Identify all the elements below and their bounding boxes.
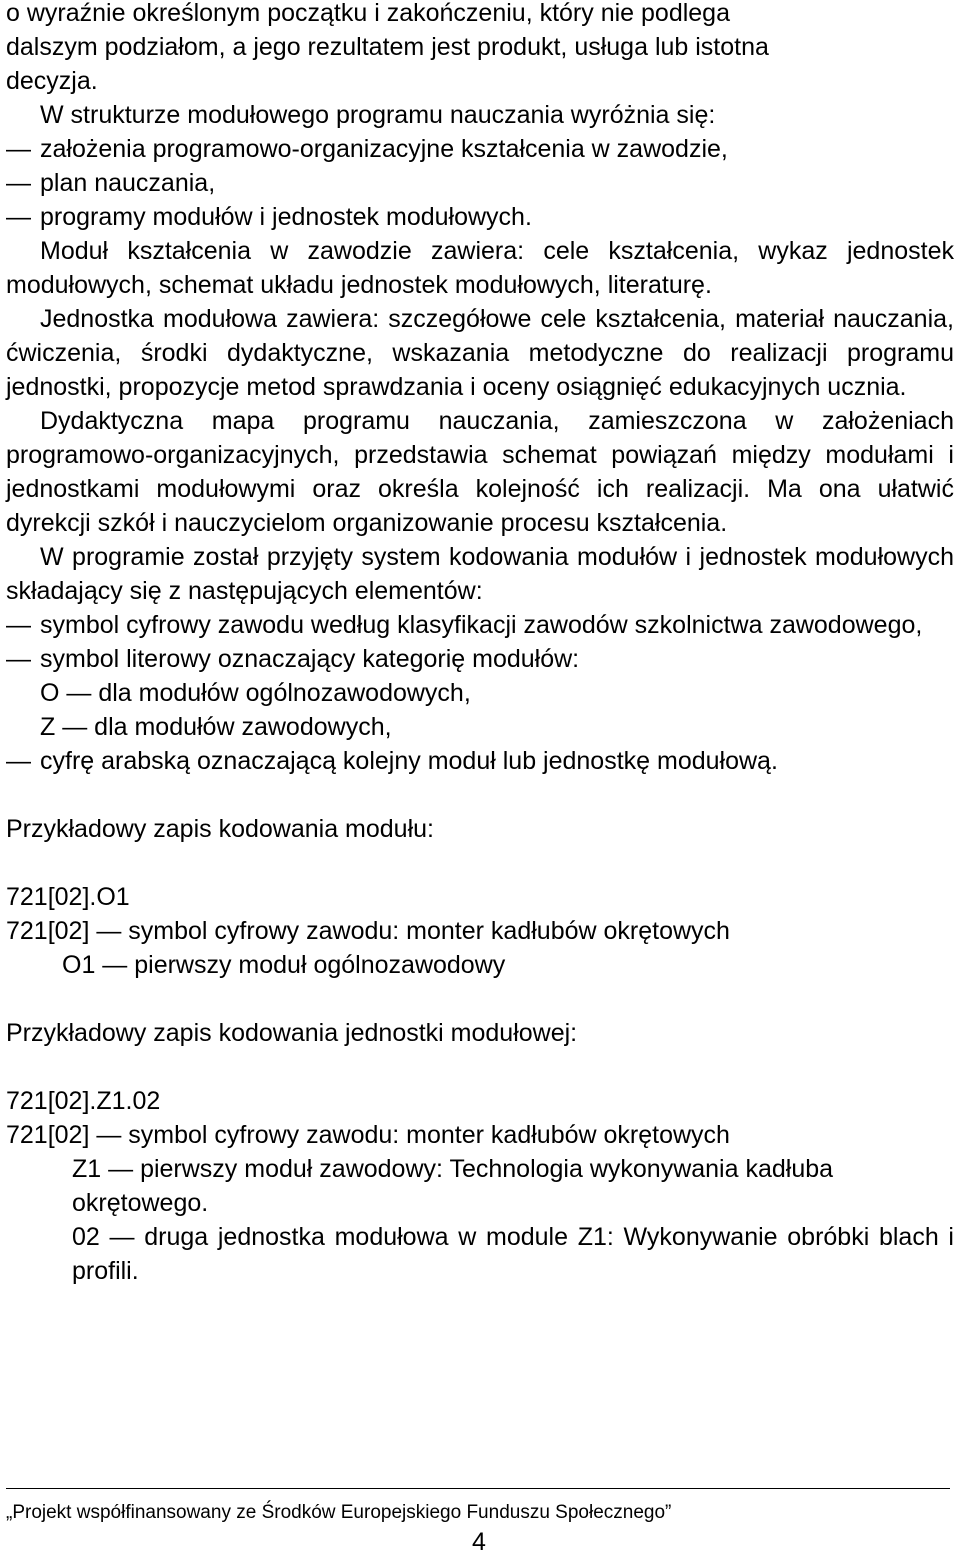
list-item-text: symbol literowy oznaczający kategorię modułów: (40, 645, 580, 673)
paragraph-module-contents: Moduł kształcenia w zawodzie zawiera: cele kształcenia, wykaz jednostek modułowych, schemat układu jednostek modułowych, literaturę. (6, 237, 954, 299)
paragraph-unit-contents: Jednostka modułowa zawiera: szczegółowe cele kształcenia, materiał nauczania, ćwiczenia, środki dydaktyczne, wskazania metodyczne do realizacji programu jednostki, propozycje metod sprawdzania i oceny osiągnięć edukacyjnych ucznia. (6, 305, 954, 401)
list-item-text: założenia programowo-organizacyjne kształcenia w zawodzie, (40, 135, 728, 163)
list-item-text: plan nauczania, (40, 169, 216, 197)
example-unit-code: 721[02].Z1.02 (6, 1087, 161, 1115)
list-item (6, 166, 954, 200)
p1-line3: decyzja. (6, 67, 98, 95)
dash-bullet: — (6, 135, 31, 163)
p1-line2: dalszym podziałom, a jego rezultatem jest produkt, usługa lub istotna (6, 33, 769, 61)
sub-list-item: O — dla modułów ogólnozawodowych, (40, 679, 471, 707)
coding-elements-list (6, 608, 954, 778)
list-item (6, 744, 954, 778)
spacer (6, 982, 954, 1016)
list-item-text: programy modułów i jednostek modułowych. (40, 203, 532, 231)
list-item-text: symbol cyfrowy zawodu według klasyfikacji zawodów szkolnictwa zawodowego, (40, 611, 923, 639)
page-number: 4 (472, 1528, 486, 1556)
example-unit-line: 721[02] — symbol cyfrowy zawodu: monter kadłubów okrętowych (6, 1121, 730, 1149)
dash-bullet: — (6, 169, 31, 197)
list-item-text: cyfrę arabską oznaczającą kolejny moduł lub jednostkę modułową. (40, 747, 778, 775)
spacer (6, 1050, 954, 1084)
structure-list (6, 132, 954, 234)
list-item (6, 132, 954, 166)
dash-bullet: — (6, 611, 31, 639)
list-item (6, 200, 954, 234)
list-item (6, 642, 954, 676)
paragraph-continuation (6, 0, 954, 98)
dash-bullet: — (6, 645, 31, 673)
footer-divider (6, 1488, 950, 1489)
example-module-heading: Przykładowy zapis kodowania modułu: (6, 815, 434, 843)
paragraph-structure-intro: W strukturze modułowego programu nauczania wyróżnia się: (40, 101, 716, 129)
dash-bullet: — (6, 203, 31, 231)
example-module-line: 721[02] — symbol cyfrowy zawodu: monter kadłubów okrętowych (6, 917, 730, 945)
document-page (6, 0, 954, 1288)
paragraph-coding-system: W programie został przyjęty system kodowania modułów i jednostek modułowych składający się z następujących elementów: (6, 543, 954, 605)
list-item (6, 608, 954, 642)
paragraph-didactic-map: Dydaktyczna mapa programu nauczania, zamieszczona w założeniach programowo-organizacyjnych, przedstawia schemat powiązań między modułami i jednostkami modułowymi oraz określa kolejność ich realizacji. Ma ona ułatwić dyrekcji szkół i nauczycielom organizowanie procesu kształcenia. (6, 407, 954, 537)
example-unit-heading: Przykładowy zapis kodowania jednostki modułowej: (6, 1019, 578, 1047)
example-unit-line: 02 — druga jednostka modułowa w module Z1: Wykonywanie obróbki blach i profili. (72, 1223, 954, 1285)
sub-list-item: Z — dla modułów zawodowych, (40, 713, 392, 741)
p1-line1: o wyraźnie określonym początku i zakończeniu, który nie podlega (6, 0, 730, 27)
example-module-line: O1 — pierwszy moduł ogólnozawodowy (62, 951, 506, 979)
example-module-code: 721[02].O1 (6, 883, 130, 911)
spacer (6, 846, 954, 880)
footer-text: „Projekt współfinansowany ze Środków Europejskiego Funduszu Społecznego” (6, 1502, 672, 1523)
dash-bullet: — (6, 747, 31, 775)
example-unit-line: Z1 — pierwszy moduł zawodowy: Technologia wykonywania kadłuba okrętowego. (72, 1155, 834, 1217)
spacer (6, 778, 954, 812)
